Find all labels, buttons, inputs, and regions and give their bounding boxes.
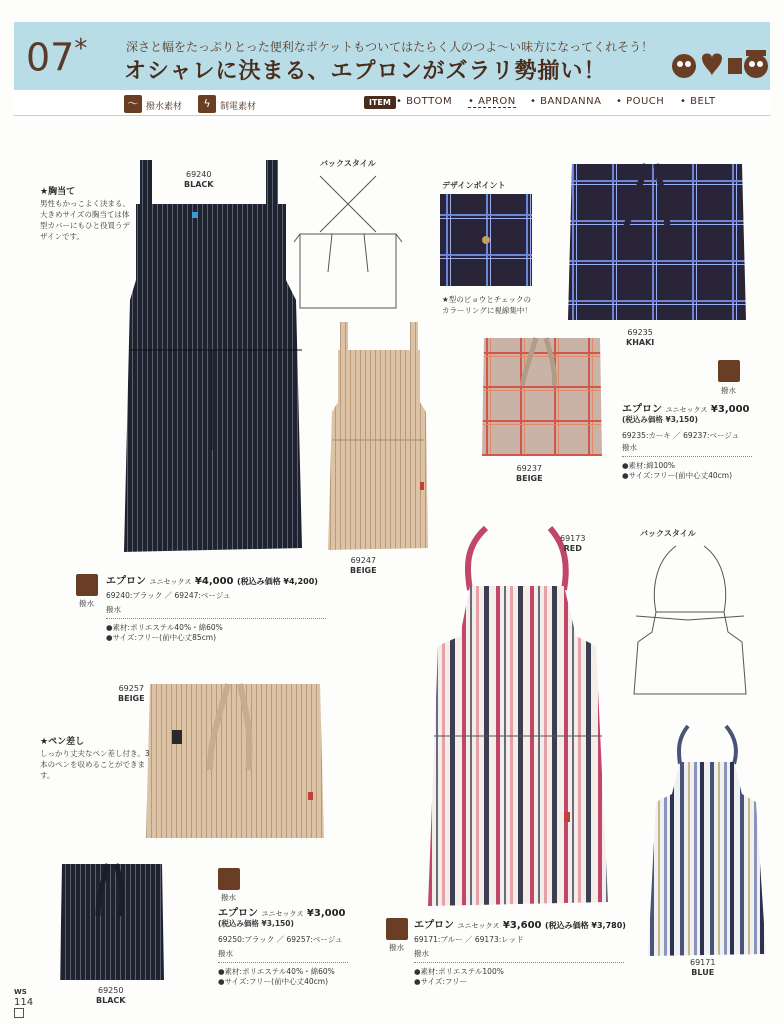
p1-icon-label: 撥水: [79, 599, 94, 608]
p1-size: ●サイズ:フリー(前中心丈85cm): [106, 633, 216, 642]
nav-apron[interactable]: • APRON: [468, 96, 516, 107]
p1-variants: 69240:ブラック ／ 69247:ベージュ: [106, 591, 231, 600]
p4-variants: 69171:ブルー ／ 69173:レッド: [414, 935, 524, 944]
p4-size: ●サイズ:フリー: [414, 977, 468, 986]
page-marker: [14, 1008, 24, 1018]
divider: [106, 618, 326, 619]
p4-material: ●素材:ポリエステル100%: [414, 967, 504, 976]
p3-tax-price: (税込み価格 ¥3,150): [218, 919, 294, 928]
p4-icon-label: 撥水: [389, 943, 404, 952]
p4-feature: 撥水: [414, 949, 429, 958]
water-repellent-icon: [218, 868, 240, 890]
page-title: オシャレに決まる、エプロンがズラリ勢揃い！: [124, 59, 607, 84]
code-69257: 69257 BEIGE: [118, 684, 145, 703]
p3-feature: 撥水: [218, 949, 233, 958]
nav-pouch[interactable]: • POUCH: [616, 96, 665, 107]
p2-name: エプロン ユニセックス ¥3,000: [622, 404, 750, 415]
apron-image-69250: [58, 860, 166, 982]
back-style-sketch-1: [292, 172, 404, 312]
antistatic-icon: ϟ: [198, 95, 216, 113]
divider: [622, 456, 752, 457]
apron-image-69240: [120, 160, 302, 552]
apron-image-69237: [480, 334, 604, 458]
p1-name: エプロン ユニセックス ¥4,000 (税込み価格 ¥4,200): [106, 576, 318, 587]
water-repellent-icon: [76, 574, 98, 596]
apron-image-69257: [144, 680, 326, 840]
code-69250: 69250 BLACK: [96, 986, 126, 1005]
legend-label-antistatic: 制電素材: [220, 102, 257, 112]
code-69247: 69247 BEIGE: [350, 556, 377, 575]
apron-image-69247: [328, 322, 428, 550]
p3-icon-label: 撥水: [221, 893, 236, 902]
back-style-sketch-2: [632, 542, 748, 698]
p2-material: ●素材:綿100%: [622, 461, 676, 470]
design-point-note: ★型のビョウとチェックのカラーリングに視線集中！: [442, 295, 532, 315]
nav-bandanna[interactable]: • BANDANNA: [530, 96, 602, 107]
p2-icon-label: 撥水: [721, 386, 736, 395]
water-repellent-icon: [386, 918, 408, 940]
nav-belt[interactable]: • BELT: [680, 96, 716, 107]
design-point-image: [440, 194, 532, 286]
water-repellent-icon: [718, 360, 740, 382]
page-number: WS 114: [14, 988, 34, 1008]
p2-size: ●サイズ:フリー(前中心丈40cm): [622, 471, 732, 480]
back-style-label-2: バックスタイル: [640, 529, 696, 538]
apron-image-69173: [426, 526, 608, 906]
section-number: 07*: [26, 34, 88, 80]
p4-name: エプロン ユニセックス ¥3,600 (税込み価格 ¥3,780): [414, 920, 626, 931]
p1-feature: 撥水: [106, 605, 121, 614]
p3-variants: 69250:ブラック ／ 69257:ベージュ: [218, 935, 343, 944]
p2-variants: 69235:カーキ ／ 69237:ベージュ: [622, 431, 740, 440]
mascot-icons: [670, 44, 770, 84]
legend-label-water: 撥水素材: [146, 102, 183, 112]
divider: [414, 962, 624, 963]
divider: [218, 962, 348, 963]
pen-holder-note: ★ペン差し しっかり丈夫なペン差し付き。3本のペンを収めることができます。: [40, 737, 150, 780]
code-69237: 69237 BEIGE: [516, 464, 543, 483]
nav-bottom[interactable]: • BOTTOM: [396, 96, 453, 107]
item-tag: ITEM: [364, 96, 396, 109]
water-repellent-icon: 〜: [124, 95, 142, 113]
p1-material: ●素材:ポリエステル40%・綿60%: [106, 623, 223, 632]
p3-name: エプロン ユニセックス ¥3,000: [218, 908, 346, 919]
code-69173: 69173 RED: [560, 534, 586, 553]
chest-note: ★胸当て 男性もかっこよく決まる、大きめサイズの胸当ては体型カバーにもひと役買うデザインです。: [40, 187, 130, 241]
p2-feature: 撥水: [622, 443, 637, 452]
apron-image-69235: [566, 160, 748, 322]
page-subtitle: 深さと幅をたっぷりとった便利なポケットもついてはたらく人のつよ〜い味方になってくれそう！: [126, 40, 654, 54]
p2-tax-price: (税込み価格 ¥3,150): [622, 415, 698, 424]
p3-material: ●素材:ポリエステル40%・綿60%: [218, 967, 335, 976]
code-69235: 69235 KHAKI: [626, 328, 655, 347]
back-style-label-1: バックスタイル: [320, 159, 376, 168]
design-point-label: デザインポイント: [442, 181, 506, 190]
code-69240: 69240 BLACK: [184, 170, 214, 189]
apron-image-69171: [648, 724, 766, 956]
code-69171: 69171 BLUE: [690, 958, 716, 977]
p3-size: ●サイズ:フリー(前中心丈40cm): [218, 977, 328, 986]
